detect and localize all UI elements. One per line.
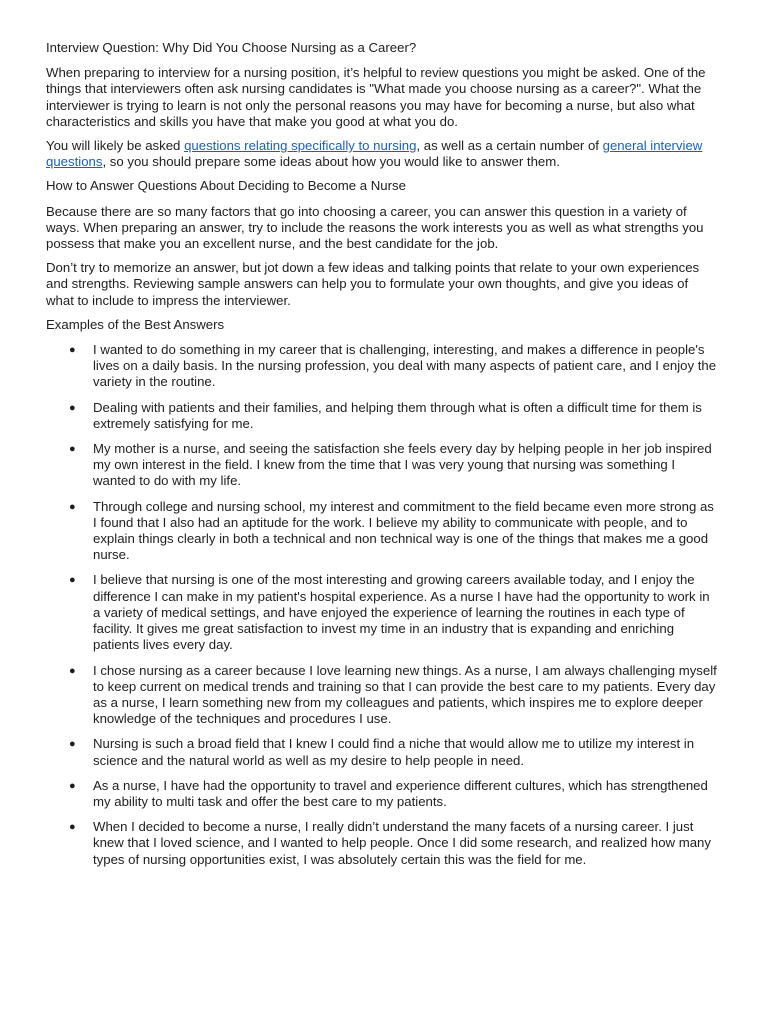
bullet-icon: ● [69, 344, 76, 357]
list-item [46, 441, 718, 490]
answer-text: Nursing is such a broad field that I knew I could find a niche that would allow me to utilize my interest in science and the natural world as well as my desire to help people in need. [93, 736, 695, 768]
links-paragraph-part1: You will likely be asked [46, 138, 185, 154]
answer-text: I wanted to do something in my career that is challenging, interesting, and makes a difference in people's lives on a daily basis. In the nursing profession, you deal with many aspects of patient care, and I enjoy the variety in the routine. [93, 342, 717, 390]
general-interview-questions-link[interactable]: general interview questions [46, 138, 703, 170]
links-paragraph-part3: , so you should prepare some ideas about how you would like to answer them. [102, 154, 560, 170]
list-item [46, 736, 718, 768]
list-item [46, 400, 718, 432]
list-item [46, 499, 718, 564]
document-page [46, 40, 716, 877]
answer-text: When I decided to become a nurse, I really didn’t understand the many facets of a nursing career. I just knew that I loved science, and I wanted to help people. Once I did some research, and realized how many types of nursing opportunities exist, I was absolutely certain this was the field for me. [93, 819, 711, 867]
bullet-icon: ● [69, 443, 76, 456]
bullet-icon: ● [69, 821, 76, 834]
how-to-answer-paragraph-2: Don’t try to memorize an answer, but jot down a few ideas and talking points that relate to your own experiences and strengths. Reviewing sample answers can help you to formulate your own thoughts, and give you ideas of what to include to impress the interviewer. [46, 260, 700, 308]
answer-text: My mother is a nurse, and seeing the satisfaction she feels every day by helping people in her job inspired my own interest in the field. I knew from the time that I was very young that nursing was something I wanted to do with my life. [93, 441, 712, 489]
list-item [46, 342, 718, 391]
answers-list [46, 342, 716, 868]
how-to-answer-heading: How to Answer Questions About Deciding to Become a Nurse [46, 178, 406, 194]
bullet-icon: ● [69, 574, 76, 587]
examples-heading: Examples of the Best Answers [46, 316, 225, 332]
page-title: Interview Question: Why Did You Choose Nursing as a Career? [46, 40, 417, 55]
answer-text: Dealing with patients and their families, and helping them through what is often a difficult time for them is extremely satisfying for me. [93, 399, 702, 431]
bullet-icon: ● [69, 500, 76, 513]
how-to-answer-paragraph-1: Because there are so many factors that go into choosing a career, you can answer this question in a variety of ways. When preparing an answer, try to include the reasons the work interests you as well as what strengths you possess that make you an excellent nurse, and the best candidate for the job. [46, 203, 704, 252]
list-item [46, 572, 718, 653]
links-paragraph [46, 138, 716, 170]
bullet-icon: ● [69, 779, 76, 792]
list-item [46, 819, 718, 868]
bullet-icon: ● [69, 664, 76, 677]
nursing-questions-link[interactable]: questions relating specifically to nursing [184, 138, 417, 154]
answer-text: I believe that nursing is one of the most interesting and growing careers available today, and I enjoy the difference I can make in my patient's hospital experience. As a nurse I have had the opportunity to work in a variety of medical settings, and have enjoyed the experience of learning the routines in each type of facility. It gives me great satisfaction to invest my time in an industry that is expanding and enriching patients lives every day. [93, 572, 710, 653]
bullet-icon: ● [69, 738, 76, 751]
answer-text: I chose nursing as a career because I love learning new things. As a nurse, I am always challenging myself to keep current on medical trends and training so that I can provide the best care to my patients. Every day as a nurse, I learn something new from my colleagues and patients, which inspires me to explore deeper knowledge of the techniques and procedures I use. [93, 662, 717, 727]
links-paragraph-part2: , as well as a certain number of [416, 138, 603, 154]
list-item [46, 663, 718, 728]
answer-text: As a nurse, I have had the opportunity to travel and experience different cultures, which has strengthened my ability to multi task and offer the best care to my patients. [93, 777, 708, 809]
bullet-icon: ● [69, 401, 76, 414]
list-item [46, 778, 718, 810]
intro-paragraph: When preparing to interview for a nursing position, it’s helpful to review questions you might be asked. One of the things that interviewers often ask nursing candidates is "What made you choose nursing as a career?". What the interviewer is trying to learn is not only the personal reasons you may have for becoming a nurse, but also what characteristics and skills you have that make you good at what you do. [46, 65, 706, 129]
answer-text: Through college and nursing school, my interest and commitment to the field became even more strong as I found that I also had an aptitude for the work. I believe my ability to communicate with people, and to explain things clearly in both a technical and non technical way is one of the things that makes me a good nurse. [93, 498, 714, 563]
